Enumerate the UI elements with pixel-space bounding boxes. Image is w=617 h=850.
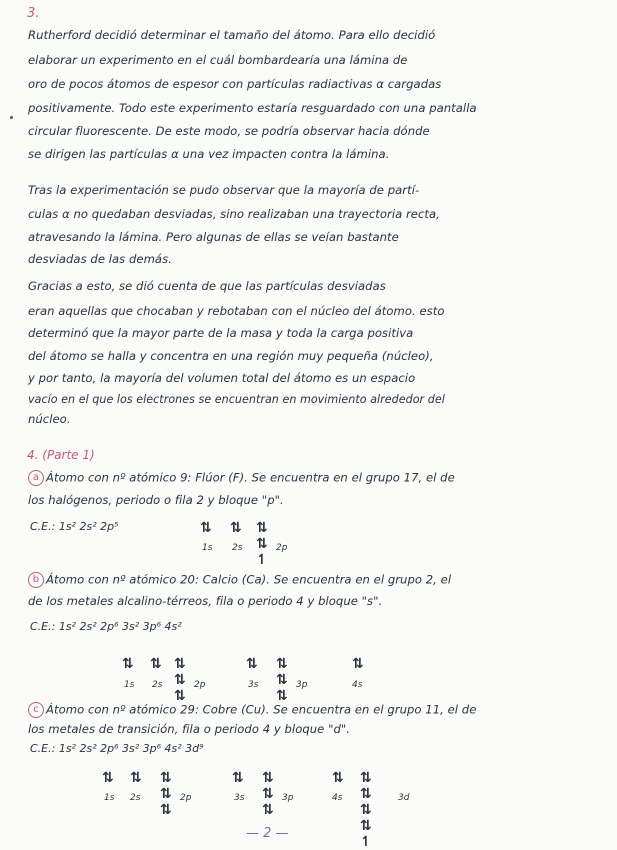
- orbital-label: 2s: [232, 543, 243, 553]
- item-c-line-1: [28, 702, 476, 718]
- orbital-box: ⇅: [130, 770, 141, 786]
- orbital-box: ⇅: [230, 520, 241, 536]
- item-c-line-2: los metales de transición, fila o periodo 4 y bloque "d".: [28, 722, 350, 736]
- p3-line-6: vacío en el que los electrones se encuentran en movimiento alrededor del: [28, 393, 445, 406]
- orbital-box: ⇅ ⇅ ⇅: [262, 770, 273, 818]
- orbital-label: 3s: [234, 793, 245, 803]
- p3-line-3: determinó que la mayor parte de la masa y toda la carga positiva: [28, 326, 414, 340]
- orbital-label: 4s: [352, 680, 363, 690]
- item-a-ce: C.E.: 1s² 2s² 2p⁵: [30, 520, 119, 533]
- orbital-label: 4s: [332, 793, 343, 803]
- p1-line-2: elaborar un experimento en el cuál bombardearía una lámina de: [28, 53, 408, 67]
- p2-line-4: desviadas de las demás.: [28, 252, 172, 266]
- orbital-label: 2s: [152, 680, 163, 690]
- orbital-box: ⇅: [232, 770, 243, 786]
- orbital-label: 3p: [282, 793, 294, 803]
- orbital-box: ⇅ ⇅ ⇅: [160, 770, 171, 818]
- orbital-box: ⇅ ⇅ ↿: [256, 520, 267, 568]
- orbital-label: 2p: [194, 680, 206, 690]
- p2-line-3: atravesando la lámina. Pero algunas de ellas se veían bastante: [28, 230, 399, 244]
- item-c-ce: C.E.: 1s² 2s² 2p⁶ 3s² 3p⁶ 4s² 3d⁹: [30, 742, 204, 755]
- section-4-header: 4. (Parte 1): [27, 448, 95, 462]
- orbital-label: 2p: [180, 793, 192, 803]
- page-number: — 2 —: [246, 826, 289, 841]
- orbital-box: ⇅ ⇅ ⇅ ⇅ ↿: [360, 770, 371, 850]
- orbital-box: ⇅: [122, 656, 133, 672]
- orbital-label: 3d: [398, 793, 410, 803]
- p1-line-6: se dirigen las partículas α una vez impacten contra la lámina.: [28, 147, 390, 161]
- orbital-label: 3s: [248, 680, 259, 690]
- p3-line-4: del átomo se halla y concentra en una región muy pequeña (núcleo),: [28, 349, 434, 363]
- orbital-box: ⇅: [246, 656, 257, 672]
- p2-line-2: culas α no quedaban desviadas, sino realizaban una trayectoria recta,: [28, 207, 440, 221]
- p2-line-1: Tras la experimentación se pudo observar que la mayoría de partí-: [28, 183, 420, 197]
- p1-line-5: circular fluorescente. De este modo, se podría observar hacia dónde: [28, 124, 430, 138]
- orbital-label: 1s: [202, 543, 213, 553]
- item-a-text-1: Átomo con nº atómico 9: Flúor (F). Se encuentra en el grupo 17, el de: [46, 470, 455, 485]
- orbital-box: ⇅: [200, 520, 211, 536]
- p1-line-1: Rutherford decidió determinar el tamaño del átomo. Para ello decidió: [28, 28, 436, 42]
- item-a-letter: a: [28, 470, 44, 486]
- item-a-line-1: [28, 470, 455, 486]
- orbital-box: ⇅ ⇅ ⇅: [276, 656, 287, 704]
- item-b-ce: C.E.: 1s² 2s² 2p⁶ 3s² 3p⁶ 4s²: [30, 620, 182, 633]
- item-c-text-1: Átomo con nº atómico 29: Cobre (Cu). Se encuentra en el grupo 11, el de: [46, 702, 477, 717]
- orbital-label: 1s: [104, 793, 115, 803]
- item-a-line-2: los halógenos, periodo o fila 2 y bloque "p".: [28, 493, 284, 507]
- section-3-number: 3.: [27, 6, 40, 21]
- orbital-box: ⇅: [332, 770, 343, 786]
- orbital-label: 2s: [130, 793, 141, 803]
- p1-line-3: oro de pocos átomos de espesor con partículas radiactivas α cargadas: [28, 77, 442, 91]
- item-b-line-2: de los metales alcalino-térreos, fila o periodo 4 y bloque "s".: [28, 594, 383, 608]
- orbital-label: 2p: [276, 543, 288, 553]
- p3-line-1: Gracias a esto, se dió cuenta de que las partículas desviadas: [28, 279, 386, 293]
- orbital-box: ⇅ ⇅ ⇅: [174, 656, 185, 704]
- item-b-letter: b: [28, 572, 44, 588]
- item-b-line-1: [28, 572, 451, 588]
- orbital-label: 3p: [296, 680, 308, 690]
- p3-line-7: núcleo.: [28, 412, 71, 426]
- orbital-box: ⇅: [102, 770, 113, 786]
- item-c-letter: c: [28, 702, 44, 718]
- orbital-label: 1s: [124, 680, 135, 690]
- orbital-box: ⇅: [150, 656, 161, 672]
- item-b-text-1: Átomo con nº atómico 20: Calcio (Ca). Se encuentra en el grupo 2, el: [46, 572, 452, 587]
- p1-line-4: positivamente. Todo este experimento estaría resguardado con una pantalla: [28, 101, 477, 115]
- orbital-box: ⇅: [352, 656, 363, 672]
- margin-dot: [10, 116, 13, 119]
- p3-line-2: eran aquellas que chocaban y rebotaban con el núcleo del átomo. esto: [28, 304, 445, 318]
- p3-line-5: y por tanto, la mayoría del volumen total del átomo es un espacio: [28, 371, 416, 385]
